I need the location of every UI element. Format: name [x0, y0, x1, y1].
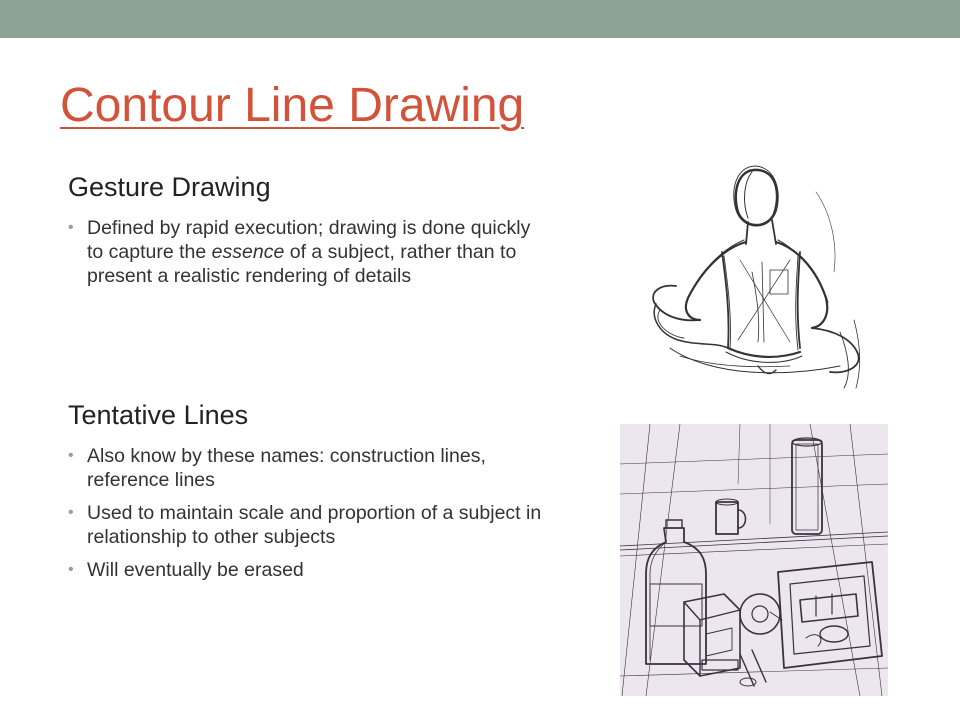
bullet-list [68, 216, 548, 288]
list-item [68, 444, 548, 492]
gesture-drawing-image [640, 152, 865, 392]
section-heading: Gesture Drawing [68, 172, 271, 202]
slide-title[interactable]: Contour Line Drawing [60, 79, 525, 132]
bullet-text: Also know by these names: construction lines, reference lines [87, 445, 486, 491]
bullet-icon: • [68, 504, 74, 521]
bullet-text-part: of a subject, rather than to present a realistic rendering of details [87, 241, 517, 287]
still-life-sketch-icon [620, 424, 888, 696]
emphasis-text: essence [211, 241, 285, 263]
bullet-icon: • [68, 447, 74, 464]
section-gesture-drawing [68, 170, 548, 288]
section-tentative-lines [68, 398, 548, 591]
bullet-icon: • [68, 219, 74, 236]
bullet-text: Used to maintain scale and proportion of a subject in relationship to other subjects [87, 502, 542, 548]
list-item [68, 216, 548, 288]
list-item [68, 501, 548, 549]
bullet-icon: • [68, 561, 74, 578]
still-life-sketch-image [620, 424, 888, 696]
bullet-text: Will eventually be erased [87, 559, 304, 581]
section-heading: Tentative Lines [68, 400, 249, 430]
seated-figure-sketch-icon [640, 152, 865, 392]
list-item [68, 558, 548, 582]
bullet-list [68, 444, 548, 582]
top-accent-bar [0, 0, 960, 38]
bullet-text-part: Defined by rapid execution; drawing is done quickly to capture the [87, 217, 531, 263]
slide-body [68, 170, 548, 581]
